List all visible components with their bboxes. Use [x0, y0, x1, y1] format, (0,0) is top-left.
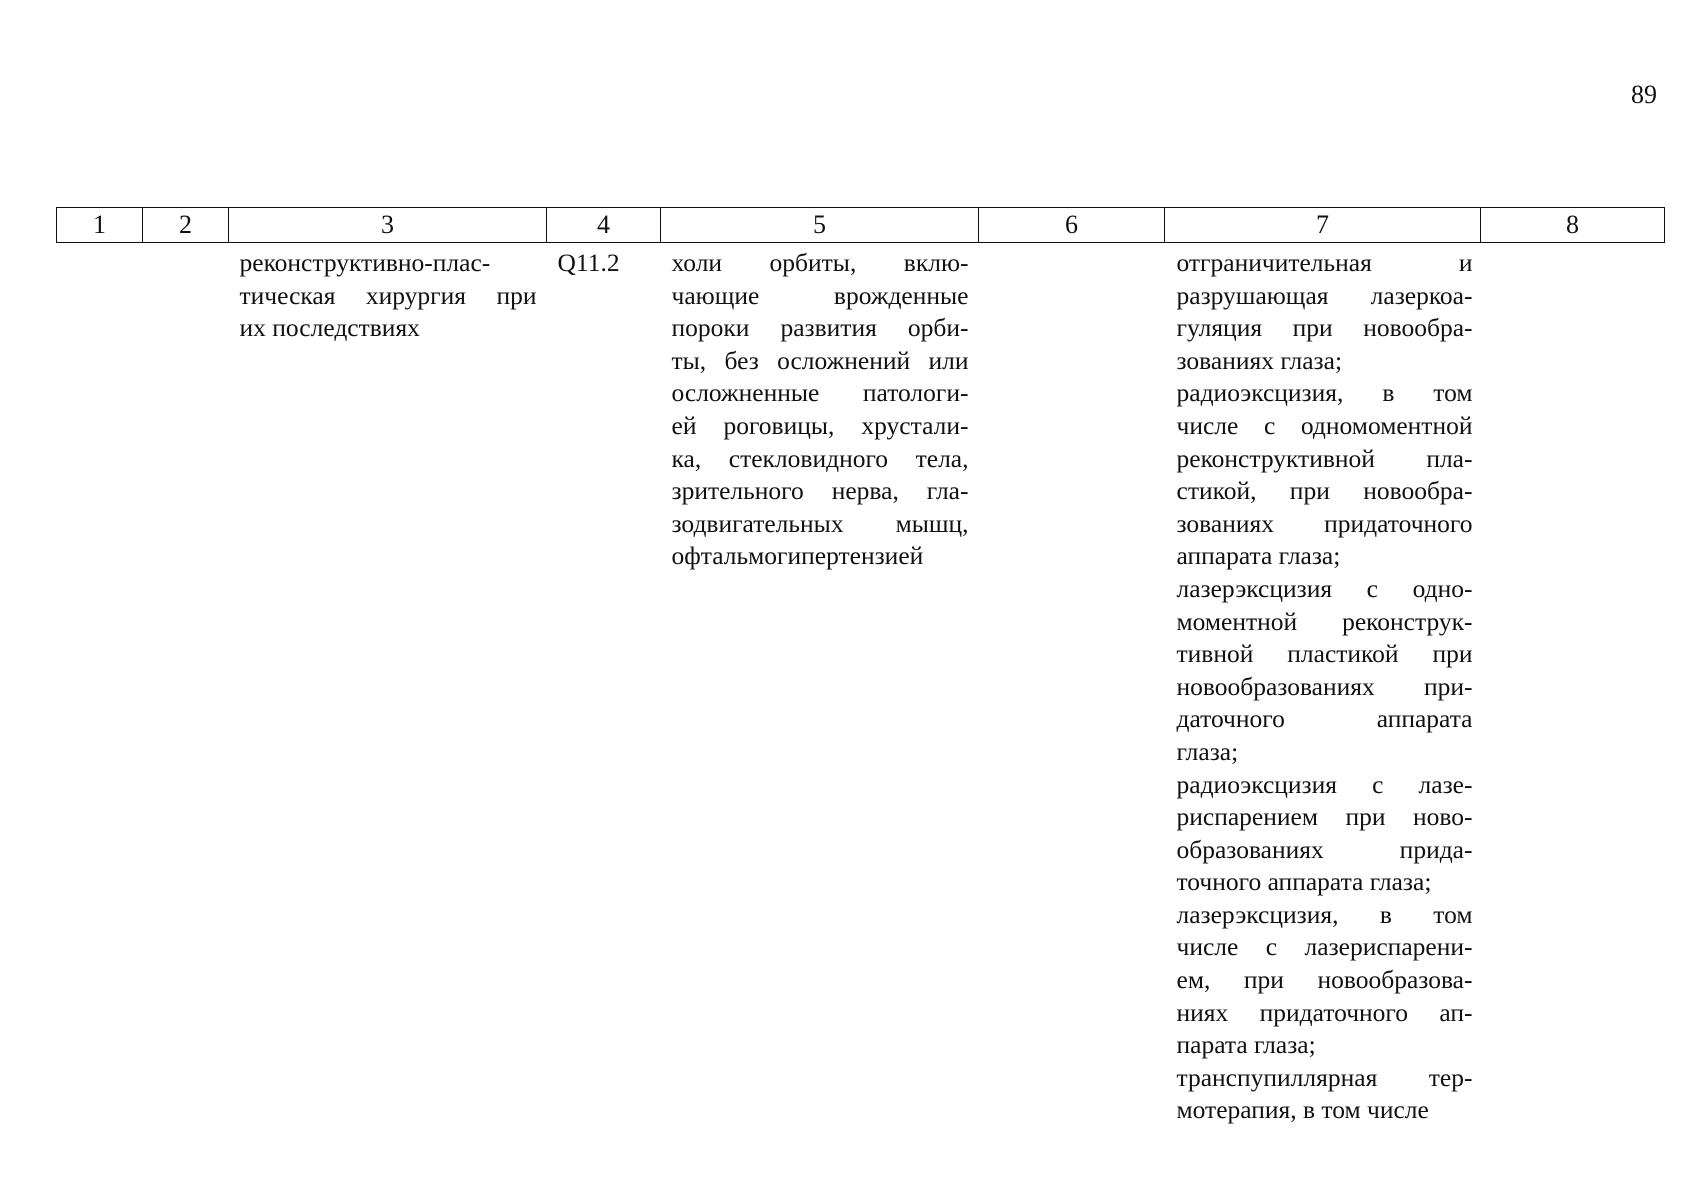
treatment-methods-text [1177, 247, 1473, 1127]
text-line: зодвигательных мышц, [671, 508, 969, 538]
table-row [57, 243, 1665, 1128]
text-line: стикой, при новообра- [1176, 476, 1473, 506]
text-line: ка, стекловидного тела, [671, 443, 969, 473]
header-col-2: 2 [143, 208, 229, 243]
text-line: глаза; [1176, 736, 1239, 766]
cell-col-2 [143, 243, 229, 1128]
text-line: реконструктивной пла- [1176, 443, 1473, 473]
text-line: мотерапия, в том числе [1176, 1095, 1429, 1125]
text-line: офтальмогипертензией [671, 541, 924, 571]
cell-icd-code: Q11.2 [557, 248, 620, 277]
cell-col-8 [1481, 243, 1665, 1128]
text-line: ниях придаточного ап- [1176, 997, 1473, 1027]
header-col-8: 8 [1481, 208, 1665, 243]
text-line: зованиях глаза; [1176, 345, 1343, 375]
header-col-3: 3 [229, 208, 547, 243]
header-col-7: 7 [1165, 208, 1481, 243]
cell-procedure-name [229, 243, 547, 1128]
text-line: радиоэксцизия, в том [1176, 378, 1473, 408]
header-col-5: 5 [661, 208, 979, 243]
text-line: отграничительная и [1176, 248, 1473, 277]
text-line: риспарением при ново- [1176, 802, 1473, 832]
text-line: числе с лазериспарени- [1176, 932, 1473, 962]
text-line: точного аппарата глаза; [1176, 867, 1432, 897]
text-line: разрушающая лазеркоа- [1176, 280, 1473, 310]
text-line: холи орбиты, вклю- [671, 248, 969, 277]
text-line: радиоэксцизия с лазе- [1176, 769, 1473, 799]
text-line: лазерэксцизия с одно- [1176, 573, 1473, 603]
text-line: ей роговицы, хрустали- [671, 410, 969, 440]
text-line: тическая хирургия при [239, 280, 537, 310]
cell-col-1 [57, 243, 143, 1128]
text-line: зованиях придаточного [1176, 508, 1473, 538]
text-line: моментной реконструк- [1176, 606, 1473, 636]
text-line: числе с одномоментной [1176, 410, 1473, 440]
header-col-6: 6 [979, 208, 1165, 243]
text-line: осложненные патологи- [671, 378, 969, 408]
text-line: аппарата глаза; [1176, 541, 1341, 571]
text-line: ты, без осложнений или [671, 345, 969, 375]
page-number: 89 [1631, 80, 1657, 109]
text-line: их последствиях [239, 313, 420, 343]
text-line: пороки развития орби- [671, 313, 969, 343]
header-col-1: 1 [57, 208, 143, 243]
text-line: зрительного нерва, гла- [671, 476, 969, 506]
procedure-name-text [240, 247, 537, 345]
text-line: чающие врожденные [671, 280, 969, 310]
header-col-4: 4 [547, 208, 661, 243]
cell-col-6 [979, 243, 1165, 1128]
text-line: новообразованиях при- [1176, 671, 1473, 701]
text-line: парата глаза; [1176, 1030, 1316, 1060]
text-line: гуляция при новообра- [1176, 313, 1473, 343]
condition-text [672, 247, 969, 573]
header-row [57, 208, 1665, 243]
text-line: реконструктивно-плас- [239, 248, 491, 277]
cell-condition [661, 243, 979, 1128]
procedures-table [56, 207, 1665, 1127]
text-line: транспупиллярная тер- [1176, 1062, 1473, 1092]
cell-treatment-methods [1165, 243, 1481, 1128]
text-line: лазерэксцизия, в том [1176, 899, 1473, 929]
text-line: даточного аппарата [1176, 704, 1473, 734]
text-line: ем, при новообразова- [1176, 965, 1473, 995]
text-line: тивной пластикой при [1176, 639, 1473, 669]
text-line: образованиях прида- [1176, 834, 1473, 864]
